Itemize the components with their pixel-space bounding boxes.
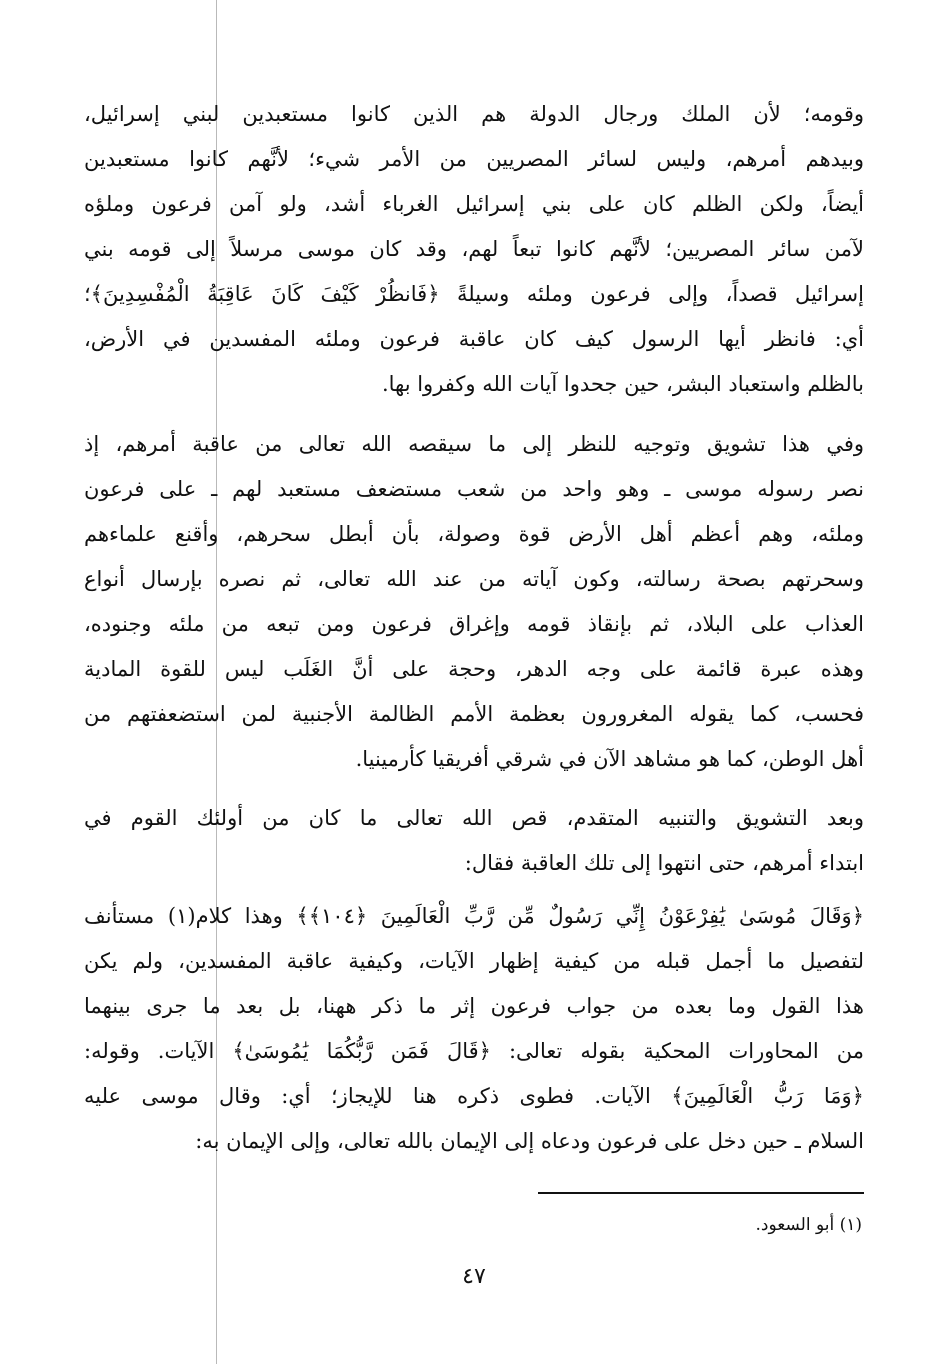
text-line: العذاب على البلاد، ثم بإنقاذ قومه وإغراق فرعون ومن تبعه من ملئه وجنوده، bbox=[84, 612, 864, 636]
text-line: هذا القول وما بعده من جواب فرعون إثر ما ذكر ههنا، بل بعد ما جرى بينهما bbox=[84, 994, 864, 1018]
text-line: السلام ـ حين دخل على فرعون ودعاه إلى الإيمان بالله تعالى، وإلى الإيمان به: bbox=[195, 1129, 864, 1153]
text-line: فحسب، كما يقوله المغرورون بعظمة الأمم الظالمة الأجنبية لمن استضعفتهم من bbox=[84, 702, 864, 726]
text-line: ابتداء أمرهم، حتى انتهوا إلى تلك العاقبة فقال: bbox=[464, 851, 864, 875]
paragraph-4 bbox=[84, 894, 864, 1164]
text-line: ﴿وَمَا رَبُّ الْعَالَمِينَ﴾ الآيات. فطوى ذكره هنا للإيجاز؛ أي: وقال موسى عليه bbox=[84, 1084, 864, 1108]
text-line: لآمن سائر المصريين؛ لأنَّهم كانوا تبعاً لهم، وقد كان موسى مرسلاً إلى قومه بني bbox=[84, 237, 864, 261]
text-line: وفي هذا تشويق وتوجيه للنظر إلى ما سيقصه الله تعالى من عاقبة أمرهم، إذ bbox=[84, 432, 864, 456]
page-number: ٤٧ bbox=[462, 1264, 486, 1289]
text-line: وسحرتهم بصحة رسالته، وكون آياته من عند الله تعالى، ثم نصره بإرسال أنواع bbox=[84, 567, 864, 591]
text-line: وملئه، وهم أعظم أهل الأرض قوة وصولة، بأن أبطل سحرهم، وأقنع علماءهم bbox=[84, 522, 864, 546]
text-line: وقومه؛ لأن الملك ورجال الدولة هم الذين كانوا مستعبدين لبني إسرائيل، bbox=[84, 102, 864, 126]
text-line: أهل الوطن، كما هو مشاهد الآن في شرقي أفريقيا كأرمينيا. bbox=[355, 747, 864, 771]
paragraph-3 bbox=[84, 796, 864, 886]
text-line: لتفصيل ما أجمل قبله من كيفية إظهار الآيات، وكيفية عاقبة المفسدين، ولم يكن bbox=[84, 949, 864, 973]
text-line: أيضاً، ولكن الظلم كان على بني إسرائيل الغرباء أشد، ولو آمن فرعون وملؤه bbox=[84, 192, 864, 216]
text-line: نصر رسوله موسى ـ وهو واحد من شعب مستضعف مستعبد لهم ـ على فرعون bbox=[84, 477, 864, 501]
paragraph-1 bbox=[84, 92, 864, 407]
paragraph-2 bbox=[84, 422, 864, 782]
text-line: بالظلم واستعباد البشر، حين جحدوا آيات الله وكفروا بها. bbox=[381, 372, 864, 396]
footnote-divider bbox=[538, 1192, 864, 1194]
text-line: وبيدهم أمرهم، وليس لسائر المصريين من الأمر شيء؛ لأنَّهم كانوا مستعبدين bbox=[84, 147, 864, 171]
text-line: ﴿وَقَالَ مُوسَىٰ يَٰفِرْعَوْنُ إِنِّي رَسُولٌ مِّن رَّبِّ الْعَالَمِينَ ﴿١٠٤﴾﴾ وهذا كلام(١) مستأنف bbox=[84, 904, 864, 928]
text-line: من المحاورات المحكية بقوله تعالى: ﴿قَالَ فَمَن رَّبُّكُمَا يَٰمُوسَىٰ﴾ الآيات. وقوله: bbox=[84, 1039, 864, 1063]
text-line: وبعد التشويق والتنبيه المتقدم، قص الله تعالى ما كان من أولئك القوم في bbox=[84, 806, 864, 830]
text-line: أي: فانظر أيها الرسول كيف كان عاقبة فرعون وملئه المفسدين في الأرض، bbox=[84, 327, 864, 351]
footnote: (١) أبو السعود. bbox=[755, 1215, 862, 1235]
text-line: إسرائيل قصداً، وإلى فرعون وملئه وسيلةً ﴿فَانظُرْ كَيْفَ كَانَ عَاقِبَةُ الْمُفْسِدِينَ﴾؛ bbox=[84, 282, 864, 306]
text-line: وهذه عبرة قائمة على وجه الدهر، وحجة على أنَّ الغَلَب ليس للقوة المادية bbox=[84, 657, 864, 681]
